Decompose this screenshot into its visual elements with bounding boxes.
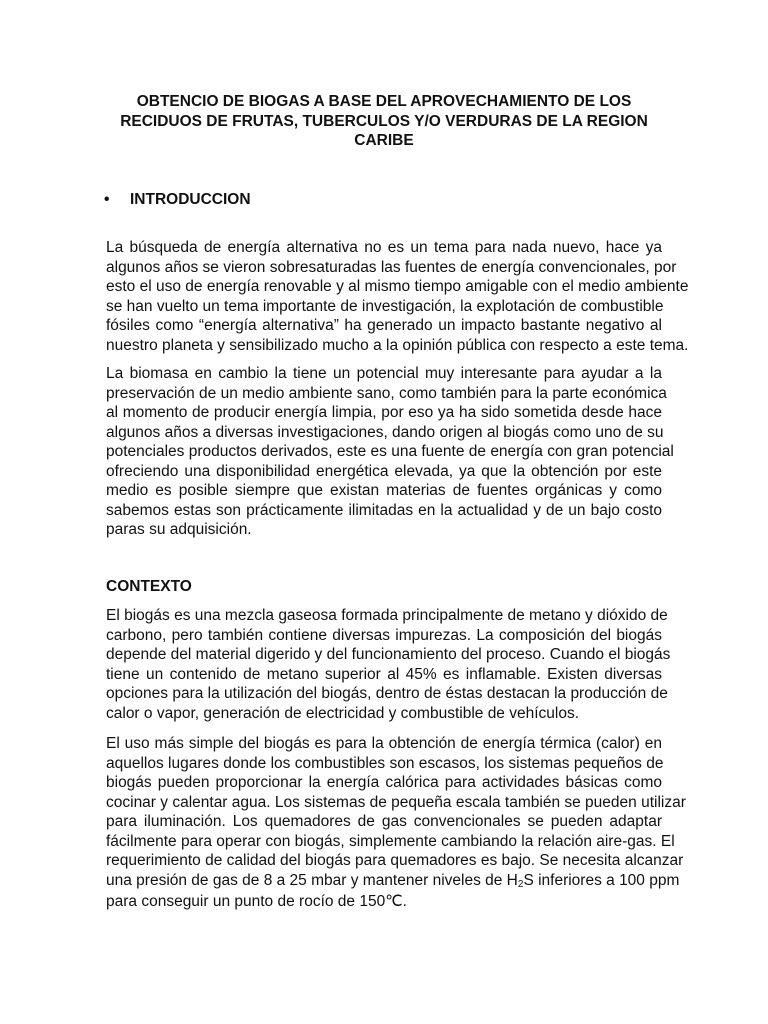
text-line: al momento de producir energía limpia, por eso ya ha sido sometida desde hace (106, 404, 662, 421)
introduction-heading (104, 190, 251, 210)
text-line: El biogás es una mezcla gaseosa formada principalmente de metano y dióxido de (106, 607, 668, 624)
context-heading: CONTEXTO (106, 578, 192, 595)
title-line: RECIDUOS DE FRUTAS, TUBERCULOS Y/O VERDURAS DE LA REGION (120, 112, 648, 130)
text-line: para iluminación. Los quemadores de gas convencionales se pueden adaptar (106, 813, 662, 830)
text-line: esto el uso de energía renovable y al mismo tiempo amigable con el medio ambiente (106, 278, 689, 295)
text-line: El uso más simple del biogás es para la obtención de energía térmica (calor) en (106, 735, 662, 752)
introduction-paragraph-1 (106, 238, 689, 355)
title-line: CARIBE (354, 132, 414, 149)
subscript-2: 2 (517, 878, 524, 890)
text-line: algunos años a diversas investigaciones, dando origen al biogás como uno de su (106, 423, 664, 441)
introduction-paragraph-2 (106, 364, 674, 540)
text-line: sabemos estas son prácticamente ilimitadas en la actualidad y de un bajo costo (106, 501, 662, 519)
text-segment: S inferiores a 100 ppm (523, 871, 680, 889)
context-paragraph-2 (106, 734, 686, 912)
text-line: fósiles como “energía alternativa” ha generado un impacto bastante negativo al (106, 317, 662, 334)
text-line: ofreciendo una disponibilidad energética elevada, ya que la obtención por este (106, 462, 662, 480)
text-line: opciones para la utilización del biogás, dentro de éstas destacan la producción de (106, 685, 668, 702)
text-line: carbono, pero también contiene diversas impurezas. La composición del biogás (106, 626, 662, 644)
text-line: preservación de un medio ambiente sano, como también para la parte económica (106, 384, 667, 402)
text-line: La búsqueda de energía alternativa no es un tema para nada nuevo, hace ya (106, 239, 662, 256)
introduction-heading-text: INTRODUCCION (130, 191, 251, 208)
text-segment: una presión de gas de 8 a 25 mbar y mantener niveles de H (106, 871, 518, 889)
text-line: fácilmente para operar con biogás, simplemente cambiando la relación aire-gas. El (106, 832, 675, 850)
text-line: aquellos lugares donde los combustibles son escasos, los sistemas pequeños de (106, 754, 664, 772)
text-line: potenciales productos derivados, este es una fuente de energía con gran potencial (106, 443, 674, 460)
text-line: tiene un contenido de metano superior al 45% es inflamable. Existen diversas (106, 665, 662, 683)
text-line: La biomasa en cambio la tiene un potencial muy interesante para ayudar a la (106, 365, 662, 382)
text-line: cocinar y calentar agua. Los sistemas de pequeña escala también se pueden utilizar (106, 793, 686, 811)
context-paragraph-1 (106, 606, 671, 723)
text-line-h2s (106, 871, 680, 893)
text-line: paras su adquisición. (106, 521, 252, 538)
bullet-icon: • (104, 191, 110, 208)
text-line: depende del material digerido y del funcionamiento del proceso. Cuando el biogás (106, 646, 671, 663)
text-line: calor o vapor, generación de electricidad y combustible de vehículos. (106, 704, 580, 722)
text-line: nuestro planeta y sensibilizado mucho a la opinión pública con respecto a este tema. (106, 336, 689, 354)
document-title (120, 92, 648, 151)
text-line: para conseguir un punto de rocío de 150℃. (106, 893, 407, 910)
text-line: requerimiento de calidad del biogás para quemadores es bajo. Se necesita alcanzar (106, 852, 684, 869)
text-line: biogás pueden proporcionar la energía calórica para actividades básicas como (106, 774, 662, 791)
title-line: OBTENCIO DE BIOGAS A BASE DEL APROVECHAMIENTO DE LOS (136, 93, 632, 110)
text-line: algunos años se vieron sobresaturadas las fuentes de energía convencionales, por (106, 258, 677, 276)
text-line: medio es posible siempre que existan materias de fuentes orgánicas y como (106, 482, 662, 499)
text-line: se han vuelto un tema importante de investigación, la explotación de combustible (106, 297, 664, 315)
